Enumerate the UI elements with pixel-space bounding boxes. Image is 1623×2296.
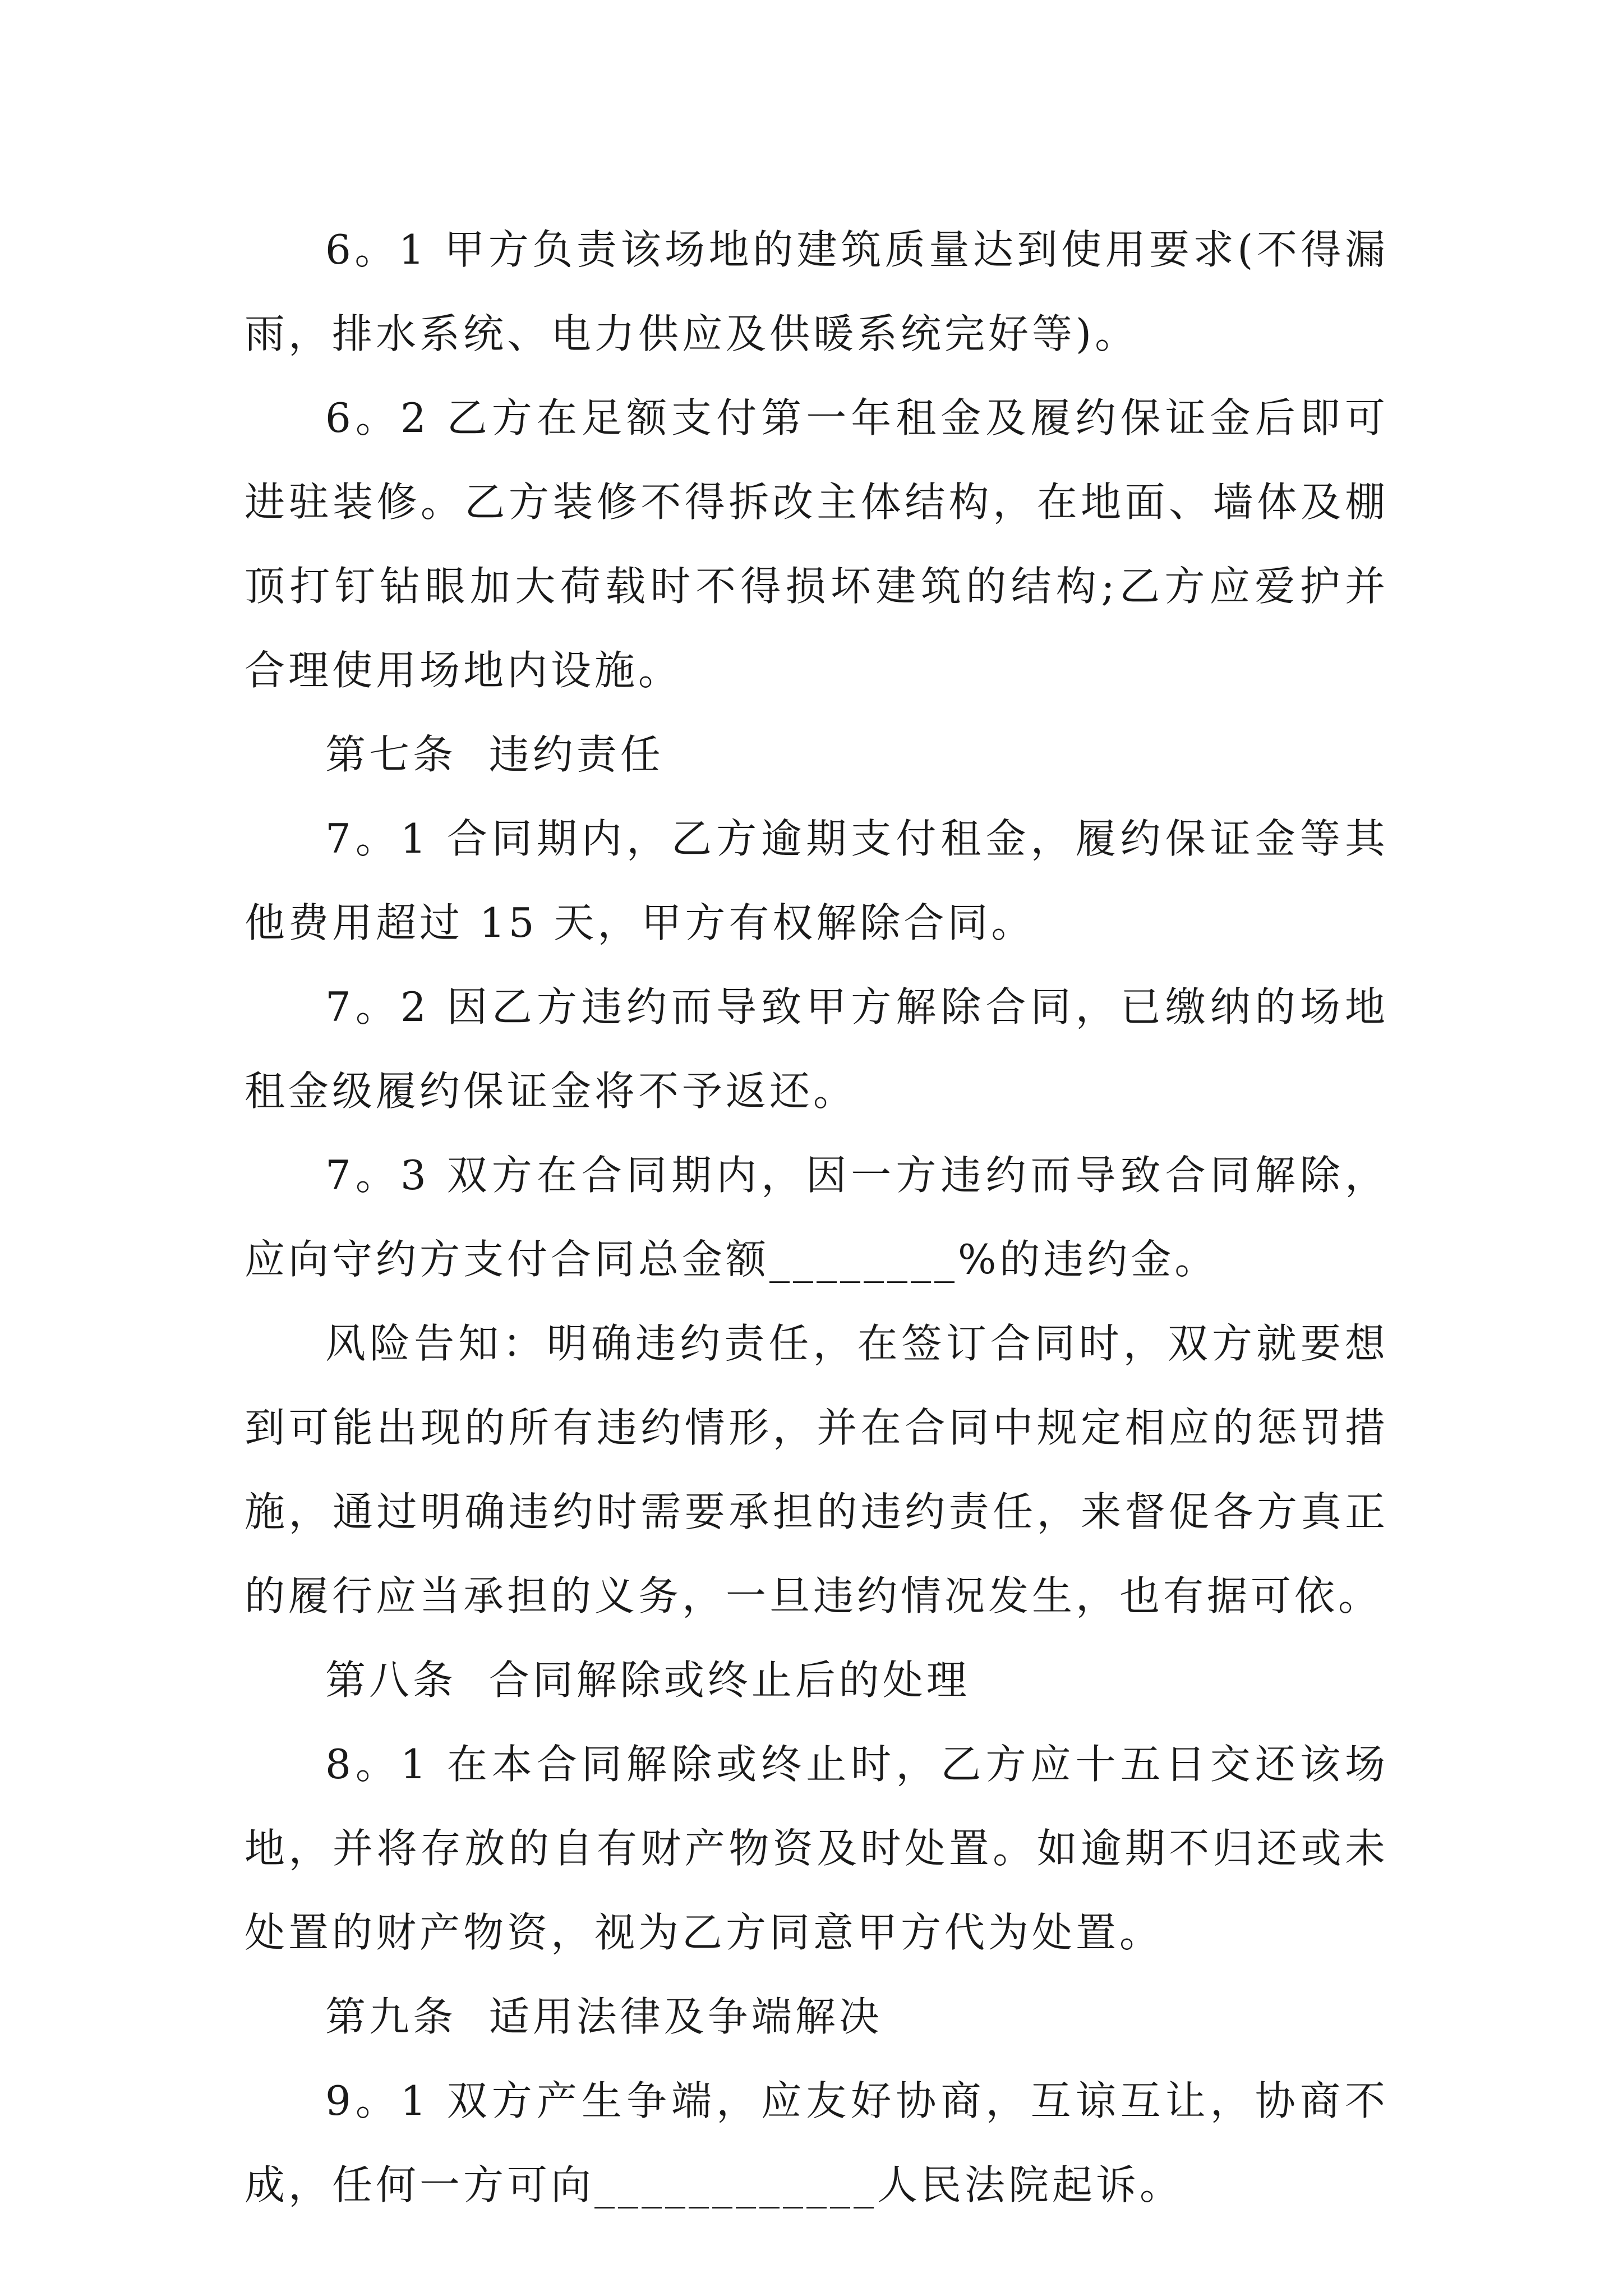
clause-9-1: 9。1 双方产生争端，应友好协商，互谅互让，协商不成，任何一方可向____________人民法院起诉。 [245, 2077, 1389, 2208]
risk-notice: 风险告知：明确违约责任，在签订合同时，双方就要想到可能出现的所有违约情形，并在合同中规定相应的惩罚措施，通过明确违约时需要承担的违约责任，来督促各方真正的履行应当承担的义务，一旦违约情况发生，也有据可依。 [245, 1320, 1389, 1619]
article-9-heading: 第九条 适用法律及争端解决 [325, 1993, 883, 2040]
clause-7-2: 7。2 因乙方违约而导致甲方解除合同，已缴纳的场地租金级履约保证金将不予返还。 [245, 983, 1389, 1115]
document-body [245, 208, 1389, 2227]
article-8-heading: 第八条 合同解除或终止后的处理 [325, 1657, 970, 1704]
clause-8-1: 8。1 在本合同解除或终止时，乙方应十五日交还该场地，并将存放的自有财产物资及时处置。如逾期不归还或未处置的财产物资，视为乙方同意甲方代为处置。 [245, 1741, 1389, 1956]
clause-6-2: 6。2 乙方在足额支付第一年租金及履约保证金后即可进驻装修。乙方装修不得拆改主体结构，在地面、墙体及棚顶打钉钻眼加大荷载时不得损坏建筑的结构;乙方应爱护并合理使用场地内设施。 [245, 394, 1389, 694]
clause-6-1: 6。1 甲方负责该场地的建筑质量达到使用要求(不得漏雨，排水系统、电力供应及供暖系统完好等)。 [245, 226, 1389, 357]
article-7-heading: 第七条 违约责任 [325, 731, 664, 778]
clause-7-1: 7。1 合同期内，乙方逾期支付租金，履约保证金等其他费用超过 15 天，甲方有权解除合同。 [245, 815, 1389, 946]
clause-7-3: 7。3 双方在合同期内，因一方违约而导致合同解除，应向守约方支付合同总金额________%的违约金。 [245, 1152, 1389, 1283]
